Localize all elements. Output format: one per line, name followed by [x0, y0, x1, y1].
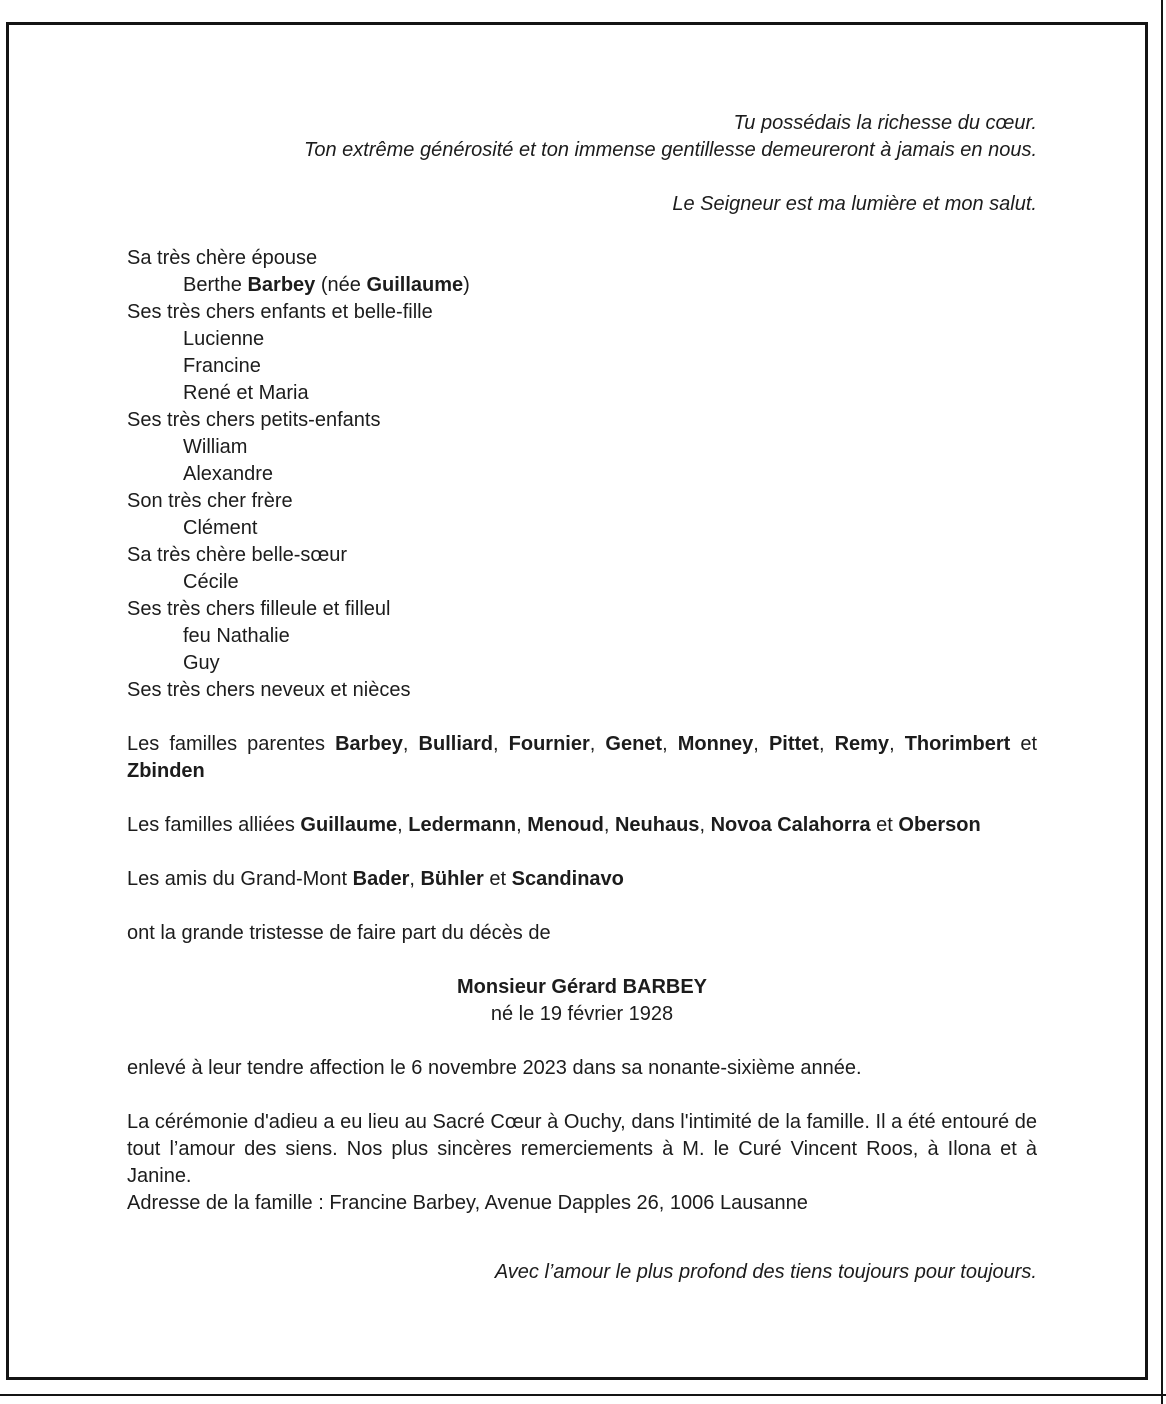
family-relation-label	[127, 299, 1037, 326]
deceased-birthdate: né le 19 février 1928	[490, 1003, 674, 1025]
text-run: ,	[493, 733, 509, 755]
bold-name: Bühler	[420, 868, 484, 890]
text-run: ,	[589, 733, 606, 755]
obituary-notice-box	[6, 22, 1148, 1380]
deceased-name: Monsieur Gérard BARBEY	[456, 976, 708, 998]
text-run: Cécile	[183, 571, 239, 593]
family-member-name	[127, 650, 1037, 677]
text-run: )	[463, 274, 470, 296]
family-relation-label	[127, 407, 1037, 434]
text-run: ,	[409, 868, 421, 890]
text-run: ,	[397, 814, 409, 836]
text-run: Sa très chère épouse	[127, 247, 318, 269]
families-related-paragraph	[127, 731, 1037, 785]
text-run: et	[1010, 733, 1038, 755]
bold-name: Bader	[352, 868, 410, 890]
text-run: ,	[818, 733, 835, 755]
text-run: Ses très chers filleule et filleul	[127, 598, 391, 620]
family-member-name	[127, 272, 1037, 299]
text-run: ,	[889, 733, 905, 755]
notice-content	[9, 25, 1145, 1286]
family-member-name	[127, 326, 1037, 353]
bold-name: Neuhaus	[614, 814, 700, 836]
bold-name: Scandinavo	[511, 868, 624, 890]
bold-name: Zbinden	[127, 760, 205, 782]
family-member-name	[127, 353, 1037, 380]
text-run: feu Nathalie	[183, 625, 290, 647]
bold-name: Guillaume	[366, 274, 464, 296]
text-run: ,	[402, 733, 419, 755]
family-relation-label	[127, 596, 1037, 623]
text-run: Les familles parentes	[127, 733, 336, 755]
family-relation-label	[127, 677, 1037, 704]
family-relation-label	[127, 245, 1037, 272]
epigraph-line-2: Ton extrême générosité et ton immense gentillesse demeureront à jamais en nous.	[304, 139, 1037, 161]
text-run: Son très cher frère	[127, 490, 293, 512]
page-edge-line-bottom	[0, 1394, 1166, 1396]
text-run: Lucienne	[183, 328, 265, 350]
epigraph-line-1: Tu possédais la richesse du cœur.	[733, 112, 1037, 134]
passing-line: enlevé à leur tendre affection le 6 novembre 2023 dans sa nonante-sixième année.	[127, 1057, 862, 1079]
text-run: ,	[603, 814, 615, 836]
text-run: ,	[753, 733, 769, 755]
text-run: Berthe	[183, 274, 248, 296]
family-member-name	[127, 461, 1037, 488]
bold-name: Menoud	[527, 814, 604, 836]
text-run: Guy	[183, 652, 220, 674]
bold-name: Barbey	[335, 733, 403, 755]
bold-name: Thorimbert	[904, 733, 1011, 755]
bold-name: Barbey	[247, 274, 316, 296]
text-run: ,	[699, 814, 711, 836]
family-member-name	[127, 434, 1037, 461]
page-edge-line-right	[1161, 0, 1163, 1404]
ceremony-paragraph: La cérémonie d'adieu a eu lieu au Sacré Cœur à Ouchy, dans l'intimité de la famille. Il a été entouré de tout l’amour des siens. Nos plus sincères remerciements à M. le Curé Vincent Roos, à Ilona et à Janine.	[127, 1111, 1037, 1187]
text-run: (née	[315, 274, 367, 296]
text-run: Ses très chers neveux et nièces	[127, 679, 411, 701]
text-run: et	[483, 868, 512, 890]
epigraph	[127, 110, 1037, 218]
bold-name: Novoa Calahorra	[710, 814, 871, 836]
text-run: Clément	[183, 517, 258, 539]
text-run: Sa très chère belle-sœur	[127, 544, 348, 566]
family-member-name	[127, 569, 1037, 596]
text-run: Les familles alliées	[127, 814, 301, 836]
ceremony-block	[127, 1109, 1037, 1217]
text-run: Francine	[183, 355, 261, 377]
family-list	[127, 245, 1037, 704]
announcement-line: ont la grande tristesse de faire part du décès de	[127, 922, 551, 944]
bold-name: Oberson	[898, 814, 981, 836]
deceased-block	[127, 974, 1037, 1028]
bold-name: Guillaume	[300, 814, 398, 836]
friends-paragraph	[127, 866, 1037, 893]
bold-name: Pittet	[768, 733, 819, 755]
family-member-name	[127, 380, 1037, 407]
families-allied-paragraph	[127, 812, 1037, 839]
text-run: Ses très chers enfants et belle-fille	[127, 301, 433, 323]
family-member-name	[127, 515, 1037, 542]
family-relation-label	[127, 542, 1037, 569]
text-run: et	[870, 814, 899, 836]
bold-name: Ledermann	[408, 814, 517, 836]
family-relation-label	[127, 488, 1037, 515]
text-run: William	[183, 436, 248, 458]
family-member-name	[127, 623, 1037, 650]
bold-name: Genet	[605, 733, 663, 755]
epigraph-line-3: Le Seigneur est ma lumière et mon salut.	[672, 193, 1037, 215]
text-run: ,	[662, 733, 678, 755]
bold-name: Bulliard	[418, 733, 493, 755]
bold-name: Remy	[834, 733, 890, 755]
bold-name: Monney	[677, 733, 754, 755]
text-run: ,	[516, 814, 528, 836]
family-address-line: Adresse de la famille : Francine Barbey, Avenue Dapples 26, 1006 Lausanne	[127, 1192, 808, 1214]
bold-name: Fournier	[508, 733, 590, 755]
text-run: Alexandre	[183, 463, 274, 485]
closing-epigraph: Avec l’amour le plus profond des tiens toujours pour toujours.	[494, 1261, 1037, 1283]
text-run: Les amis du Grand-Mont	[127, 868, 353, 890]
text-run: René et Maria	[183, 382, 309, 404]
text-run: Ses très chers petits-enfants	[127, 409, 381, 431]
